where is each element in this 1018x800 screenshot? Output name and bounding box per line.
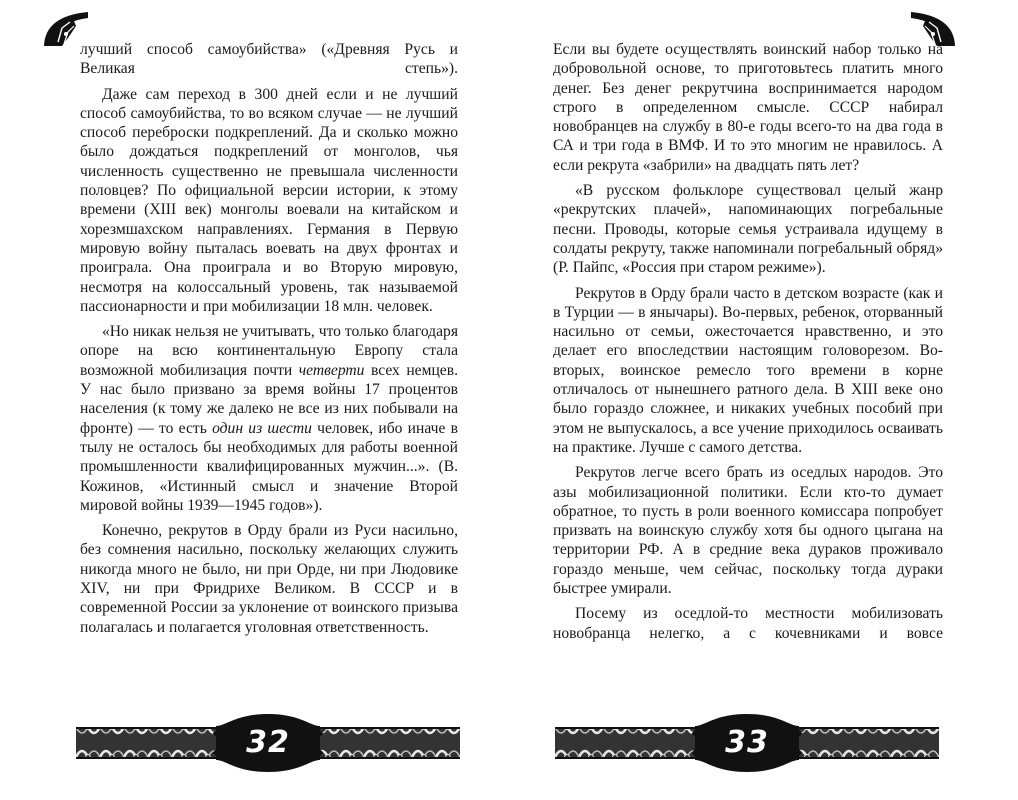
- page-number: 32: [246, 725, 290, 760]
- paragraph: Посему из оседлой-то местности мобилизовать новобранца нелегко, а с кочевниками и вовсе: [553, 605, 943, 642]
- emphasis-text: четверти: [298, 361, 365, 379]
- page-number-ornament: [555, 712, 939, 774]
- left-page-text: [80, 40, 458, 637]
- paragraph: Если вы будете осуществлять воинский набор только на добровольной основе, то приготовьтесь платить много денег. Без денег рекрутчина воспринимается народом строго в определенном смысле. СССР набирал новобранцев на службу в 80-е годы всего-то на два года в СА и три года в ВМФ. И то это многим не нравилось. А если рекрута «забрили» на двадцать пять лет?: [553, 41, 943, 174]
- paragraph: Даже сам переход в 300 дней если и не лучший способ самоубийства, то во всяком случае — не лучший способ переброски подкреплений. Да и сколько можно было дождаться подкреплений от монголов, чья численность существенно не превышала численности половцев? По официальной версии истории, к этому времени (XIII век) монголы воевали на китайском и хорезмшахском направлениях. Германия в Первую мировую войну пыталась воевать на двух фронтах и проиграла. Она проиграла и во Вторую мировую, несмотря на колоссальный уровень, так называемой пассионарности и при мобилизации 18 млн. человек.: [80, 85, 458, 315]
- emphasis-text: один из шести: [212, 419, 312, 437]
- paragraph: Конечно, рекрутов в Орду брали из Руси насильно, без сомнения насильно, поскольку желающих служить никогда много не было, ни при Орде, ни при Людовике XIV, ни при Фридрихе Великом. В СССР и в современной России за уклонение от воинского призыва полагалась и полагается уголовная ответственность.: [80, 522, 458, 636]
- page-number: 33: [725, 725, 769, 760]
- quote-paragraph: «Но никак нельзя не учитывать, что только благодаря опоре на всю континентальную Европу стала возможной мобилизация почти четверти всех немцев. У нас было призвано за время войны 17 процентов населения (к тому же далеко не все из них побывали на фронте) — то есть один из шести человек, ибо иначе в тылу не осталось бы необходимых для работы военной промышленности квалифицированных мужчин...». (В. Кожинов, «Истинный смысл и значение Второй мировой войны 1939—1945 годов»).: [80, 323, 459, 514]
- paragraph: Рекрутов легче всего брать из оседлых народов. Это азы мобилизационной политики. Если кто-то думает обратное, то пусть в роли военного комиссара попробует призвать на воинскую службу хотя бы одного цыгана на территории РФ. А в средние века дураков проживало гораздо меньше, чем сейчас, поскольку тогда дураки быстрее умирали.: [553, 464, 943, 598]
- page-number-ornament: [76, 712, 460, 774]
- right-page: [509, 0, 1018, 800]
- quote-paragraph: «В русском фольклоре существовал целый жанр «рекрутских плачей», напоминающих погребальные песни. Проводы, которые семья устраивала идущему в солдаты рекруту, также напоминали погребальный обряд» (Р. Пайпс, «Россия при старом режиме»).: [553, 182, 943, 277]
- right-page-text: [553, 40, 943, 643]
- paragraph: лучший способ самоубийства» («Древняя Русь и Великая степь»).: [80, 41, 458, 78]
- paragraph: Рекрутов в Орду брали часто в детском возрасте (как и в Турции — в янычары). Во-первых, ребенок, оторванный насильно от семьи, ожесточается нравственно, и это делает его впоследствии настоящим головорезом. Во-вторых, воинское ремесло того времени в корне отличалось от нынешнего ратного дела. В XIII веке оно было гораздо сложнее, и никаких учебных пособий при этом не выпускалось, а все учение приходилось осваивать на практике. Лучше с самого детства.: [553, 284, 943, 456]
